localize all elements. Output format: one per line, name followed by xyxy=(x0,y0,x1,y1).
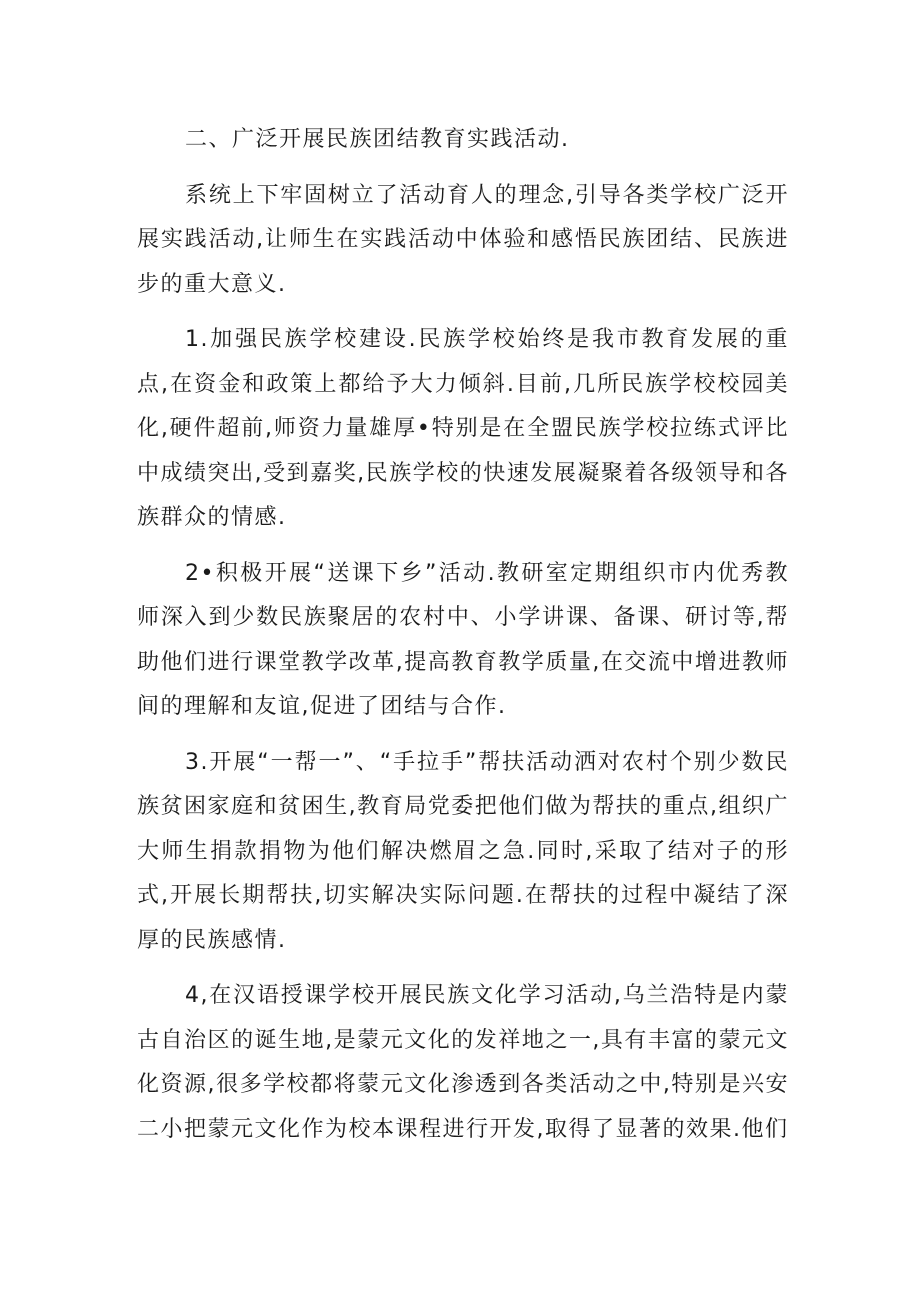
document-body xyxy=(137,118,789,1163)
paragraph-item-1: 1.加强民族学校建设.民族学校始终是我市教育发展的重点,在资金和政策上都给予大力倾斜.目前,几所民族学校校园美化,硬件超前,师资力量雄厚•特别是在全盟民族学校拉练式评比中成绩突出,受到嘉奖,民族学校的快速发展凝聚着各级领导和各族群众的情感. xyxy=(137,327,789,530)
paragraph-item-3: 3.开展“一帮一”、“手拉手”帮扶活动洒对农村个别少数民族贫困家庭和贫困生,教育局党委把他们做为帮扶的重点,组织广大师生捐款捐物为他们解决燃眉之急.同时,采取了结对子的形式,开展长期帮扶,切实解决实际问题.在帮扶的过程中凝结了深厚的民族感情. xyxy=(137,749,789,953)
section-heading: 二、广泛开展民族团结教育实践活动. xyxy=(185,127,570,152)
paragraph-item-4: 4,在汉语授课学校开展民族文化学习活动,乌兰浩特是内蒙古自治区的诞生地,是蒙元文化的发祥地之一,具有丰富的蒙元文化资源,很多学校都将蒙元文化渗透到各类活动之中,特别是兴安二小把蒙元文化作为校本课程进行开发,取得了显著的效果.他们 xyxy=(137,983,789,1142)
paragraph-intro: 系统上下牢固树立了活动育人的理念,引导各类学校广泛开展实践活动,让师生在实践活动中体验和感悟民族团结、民族进步的重大意义. xyxy=(137,182,789,297)
paragraph-item-2: 2•积极开展“送课下乡”活动.教研室定期组织市内优秀教师深入到少数民族聚居的农村中、小学讲课、备课、研讨等,帮助他们进行课堂教学改革,提高教育教学质量,在交流中增进教师间的理解和友谊,促进了团结与合作. xyxy=(137,560,789,719)
